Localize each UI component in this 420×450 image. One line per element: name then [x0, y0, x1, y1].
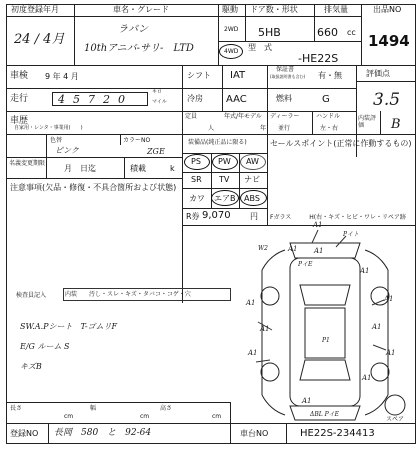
height-label: 高さ [160, 405, 173, 412]
windshield [300, 285, 350, 305]
diagram-mark-4: PイE [298, 261, 313, 268]
year-model-label: 年式/年モデル [224, 113, 262, 120]
diagram-mark-8: A1 [248, 349, 258, 357]
dealer-label: ディーラー [270, 113, 300, 120]
grade-value: 10thアニバ-サリ- LTD [84, 43, 194, 54]
inspection-label: 車検 [10, 71, 29, 81]
year-unit: 年 [260, 125, 267, 132]
shift-label: シフト [187, 71, 211, 80]
lot-number-value: 1494 [368, 32, 410, 50]
diagram-mark-14: ΔBL PイE [310, 411, 340, 418]
diagram-mark-13: A1 [302, 397, 312, 405]
drive-2wd: 2WD [224, 26, 239, 33]
lot-number-label: 出品NO [373, 5, 402, 14]
equip-abs: ABS [244, 194, 260, 203]
sales-point-label: セールスポイント(正常に作動するもの) [270, 139, 412, 148]
car-name-value: ラパン [118, 24, 148, 35]
score-label: 評価点 [366, 69, 390, 78]
rear-window [300, 360, 350, 380]
drive-label: 駆動 [222, 5, 238, 14]
car-name-label: 車名・グレード [113, 5, 169, 14]
diagram-mark-11: A1 [386, 349, 396, 357]
width-unit: cm [140, 413, 150, 420]
recycle-unit: 円 [250, 212, 258, 221]
diagram-mark-12: A1 [362, 374, 372, 382]
mileage-unit-mile: マイル [152, 99, 167, 105]
damage-legend: Fガラス H(右・キズ・ヒビ・ワレ・リペア跡 [270, 214, 406, 221]
registration-no-label: 登録NO [10, 429, 39, 438]
displacement-value: 660 [317, 26, 338, 39]
diagram-mark-3: A1 [314, 247, 324, 255]
load-label: 積載 [130, 164, 146, 173]
color-no-label: カラーNO [123, 137, 151, 144]
equip-leather: カワ [189, 194, 205, 203]
chassis-no-label: 車台NO [240, 429, 269, 438]
recycle-label: R券 [186, 212, 200, 221]
diagram-mark-9: A1 [384, 295, 394, 303]
warranty-options: 有・無 [318, 71, 342, 80]
door-value: 5HB [258, 26, 281, 39]
handwritten-note-3: キズB [20, 362, 42, 371]
spare-tire-icon [385, 395, 405, 415]
front-left-wheel [261, 287, 279, 305]
width-label: 幅 [90, 405, 97, 412]
equip-aw: AW [246, 157, 259, 166]
fuel-label: 燃料 [276, 94, 292, 103]
height-unit: cm [212, 413, 222, 420]
model-label: 型 式 [248, 43, 272, 52]
caution-label: 注意事項(欠品・修復・不具合箇所および状態) [10, 183, 177, 192]
registration-no-value: 長岡 580 と 92-64 [54, 428, 152, 438]
name-change-units: 月 日迄 [64, 164, 96, 173]
diagram-mark-7: A1 [260, 325, 270, 333]
first-registration-label: 初度登録年月 [11, 5, 59, 14]
diagram-mark-17: A1 [360, 267, 370, 275]
color-value: ピンク [55, 146, 79, 155]
recycle-value: 9,070 [202, 210, 231, 221]
score-value: 3.5 [373, 90, 401, 110]
chassis-no-value: HE22S-234413 [300, 428, 375, 439]
diagram-mark-1: A1 [313, 221, 323, 229]
capacity-label: 定員 [185, 113, 198, 120]
rear-right-wheel [371, 363, 389, 381]
warranty-label: 保証書 [276, 66, 295, 73]
mileage-value: 45720 [58, 93, 133, 106]
warranty-sub: (取扱説明書も含む) [270, 74, 306, 79]
diagram-mark-10: A1 [372, 323, 382, 331]
interior-score-label: 内装評価 [358, 115, 377, 129]
model-value: -HE22S [298, 52, 339, 65]
equip-ps: PS [191, 157, 201, 166]
top-body-outline [290, 258, 360, 406]
history-options: 自家用・レンタ・事業用( ) [14, 125, 83, 131]
door-label: ドア数・形状 [250, 5, 298, 14]
equip-sr: SR [191, 175, 202, 184]
dealer-sub: 並行 [278, 125, 291, 132]
equipment-label: 装備品(純正品に限る) [188, 139, 247, 146]
name-change-label: 名義変更期限 [9, 160, 46, 167]
equip-navi: ナビ [244, 175, 260, 184]
handle-options: 左・右 [320, 125, 339, 132]
equip-airbag: エアB [214, 194, 236, 203]
mileage-label: 走行 [10, 94, 29, 104]
fuel-value: G [322, 94, 330, 105]
equip-tv: TV [219, 175, 230, 184]
capacity-unit: 人 [208, 125, 215, 132]
diagram-mark-16: W2 [258, 245, 268, 252]
interior-score-value: B [391, 117, 401, 132]
diagram-mark-15: P1 [322, 337, 330, 344]
drive-4wd: 4WD [224, 48, 239, 55]
shift-value: IAT [230, 70, 246, 81]
front-bumper [290, 243, 360, 258]
handwritten-note-1: SW.A.Pシート T-ゴムリF [20, 322, 118, 331]
length-label: 長さ [10, 405, 23, 412]
length-unit: cm [64, 413, 74, 420]
displacement-label: 排気量 [324, 5, 348, 14]
history-label: 車歴 [10, 116, 29, 126]
roof [305, 308, 345, 358]
ac-value: AAC [226, 94, 247, 105]
handle-label: ハンドル [316, 113, 341, 120]
diagram-mark-2: Pイト [343, 231, 360, 238]
equip-pw: PW [218, 157, 231, 166]
inspection-value: 9 年 4 月 [45, 72, 79, 81]
first-registration-value: 24 / 4月 [14, 32, 65, 47]
handwritten-note-2: E/G ルーム S [20, 342, 70, 351]
diagram-mark-6: A1 [246, 299, 256, 307]
inspector-entry-label: 検査員記入 [16, 292, 47, 299]
color-change-label: 色替 [50, 137, 63, 144]
spare-label: スペア [386, 416, 405, 423]
load-unit: k [170, 164, 175, 173]
diagram-mark-5: A1 [288, 245, 298, 253]
ac-label: 冷房 [187, 94, 203, 103]
color-no-value: ZGE [147, 147, 165, 156]
interior-check-items: 内装 汚し・スレ・キズ・タバコ・コゲ・穴 [65, 291, 191, 298]
rear-left-wheel [261, 363, 279, 381]
mileage-unit-km: キロ [152, 89, 163, 95]
displacement-unit: cc [347, 28, 356, 37]
